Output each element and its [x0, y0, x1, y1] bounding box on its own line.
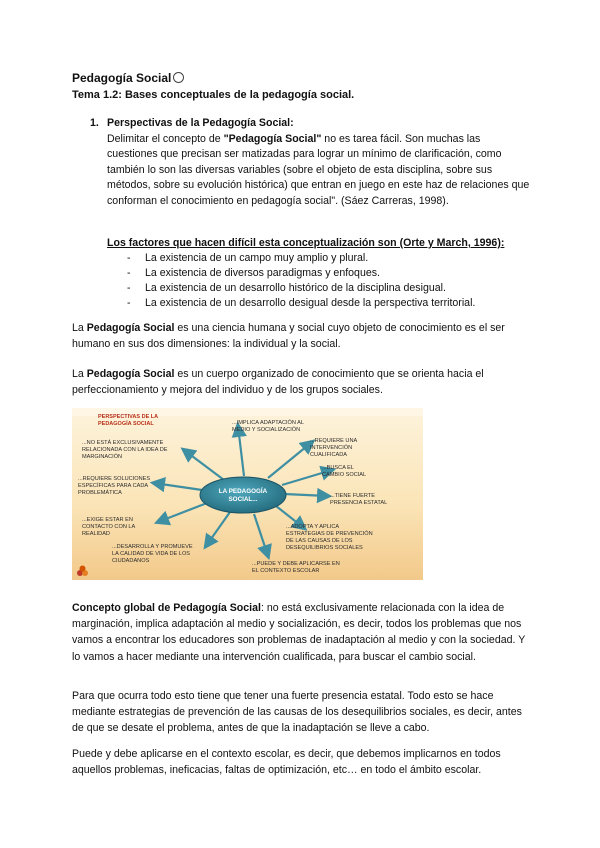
label-text: ...DESARROLLA Y PROMUEVE [112, 544, 193, 550]
label-text: DE LAS CAUSAS DE LOS [286, 538, 353, 544]
center-text-line1: LA PEDAGOGÍA [218, 488, 268, 495]
label-text: DESEQUILIBRIOS SOCIALES [286, 545, 363, 551]
label-text: ...BUSCA EL [322, 465, 355, 471]
label-text: ESTRATEGIAS DE PREVENCIÓN [286, 531, 373, 537]
perspectives-figure [72, 408, 423, 580]
para-text: es una ciencia humana y social cuyo objeto de conocimiento es el ser humano en sus dos dimensiones: la individual y la social. [72, 322, 505, 351]
list-dash: - [127, 252, 131, 264]
section-text-post: no es tarea fácil. Son muchas las cuestiones que precisan ser matizadas para lograr un mínimo de clarificación, como también lo son las diversas variables (sobre el objeto de esta disciplina, sobre sus métodos, sobre su evolución histórica) que entran en juego en este haz de relaciones que conforman el conocimiento en pedagogía social". (Sáez Carreras, 1998). [107, 132, 530, 207]
section-number: 1. [90, 117, 99, 129]
para-term: Concepto global de Pedagogía Social [72, 602, 261, 614]
label-text: ...TIENE FUERTE [330, 493, 375, 499]
section-heading: Perspectivas de la Pedagogía Social: [107, 117, 294, 129]
figure-header-line2: PEDAGOGÍA SOCIAL [98, 421, 154, 427]
comment-icon [173, 72, 184, 83]
label-text: ...EXIGE ESTAR EN [82, 517, 133, 523]
paragraph-definition-2 [72, 366, 534, 398]
label-text: PRESENCIA ESTATAL [330, 500, 388, 506]
list-dash: - [127, 297, 131, 309]
center-text-line2: SOCIAL... [228, 496, 258, 503]
para-text: La [72, 322, 87, 334]
list-item [107, 296, 547, 311]
para-text: es un cuerpo organizado de conocimiento que se orienta hacia el perfeccionamiento y mejora del individuo y de los grupos sociales. [72, 368, 484, 397]
factors-block [107, 236, 547, 311]
factors-list [107, 251, 547, 311]
list-item [107, 251, 547, 266]
section-perspectives [90, 116, 530, 209]
section-body [107, 116, 530, 209]
list-dash: - [127, 267, 131, 279]
list-item-text: La existencia de un campo muy amplio y plural. [145, 252, 369, 264]
figure-header-line1: PERSPECTIVAS DE LA [98, 414, 159, 420]
list-item [107, 281, 547, 296]
paragraph-school-context: Puede y debe aplicarse en el contexto escolar, es decir, que debemos implicarnos en todos aquellos problemas, ineficacias, faltas de optimización, etc… en todo el ámbito escolar. [72, 748, 501, 777]
para-text: La [72, 368, 87, 380]
section-paragraph [107, 132, 530, 210]
label-text: CIUDADANOS [112, 558, 150, 564]
list-item-text: La existencia de un desarrollo histórico de la disciplina desigual. [145, 282, 446, 294]
para-text: : no está exclusivamente relacionada con la idea de marginación, implica adaptación al medio y socialización, es decir, todos los problemas que nos vamos a encontrar los educadores son problemas de inadaptación al medio y con la sociedad. Y lo vamos a hacer mediante una intervención cualificada, para buscar el cambio social. [72, 602, 526, 663]
label-text: CUALIFICADA [310, 452, 347, 458]
label-text: ESPECÍFICAS PARA CADA [78, 483, 149, 489]
perspectives-diagram [72, 408, 423, 580]
list-item-text: La existencia de diversos paradigmas y enfoques. [145, 267, 380, 279]
title-text: Pedagogía Social [72, 71, 172, 85]
document-subtitle: Tema 1.2: Bases conceptuales de la pedagogía social. [72, 89, 355, 101]
paragraph-state-presence: Para que ocurra todo esto tiene que tener una fuerte presencia estatal. Todo esto se hace mediante estrategias de prevención de las causas de los desequilibrios sociales, es decir, antes de que se desate el problema, antes de que la inadaptación se lleve a cabo. [72, 690, 522, 735]
label-text: ...NO ESTÁ EXCLUSIVAMENTE [82, 440, 164, 446]
label-text: ...IMPLICA ADAPTACIÓN AL [232, 420, 305, 426]
factors-heading: Los factores que hacen difícil esta conceptualización son (Orte y March, 1996): [107, 237, 505, 249]
list-dash: - [127, 282, 131, 294]
list-item [107, 266, 547, 281]
section-text-pre: Delimitar el concepto de [107, 132, 224, 145]
para-term: Pedagogía Social [86, 368, 175, 380]
logo-dot [80, 566, 86, 572]
label-text: CAMBIO SOCIAL [322, 472, 367, 478]
label-text: REALIDAD [82, 531, 110, 537]
document-title [72, 71, 184, 85]
label-text: INTERVENCIÓN [310, 445, 353, 451]
label-text: CONTACTO CON LA [82, 524, 136, 530]
paragraph-global-concept [72, 600, 534, 665]
label-text: MEDIO Y SOCIALIZACIÓN [232, 427, 301, 433]
paragraph-definition-1 [72, 320, 534, 352]
section-term: "Pedagogía Social" [223, 132, 322, 145]
label-text: ...PUEDE Y DEBE APLICARSE EN [252, 561, 340, 567]
label-text: MARGINACIÓN [82, 454, 123, 460]
label-text: PROBLEMÁTICA [78, 490, 122, 496]
list-item-text: La existencia de un desarrollo desigual desde la perspectiva territorial. [145, 297, 476, 309]
label-text: ...ADOPTA Y APLICA [286, 524, 340, 530]
label-text: ...REQUIERE UNA [310, 438, 358, 444]
label-text: ...REQUIERE SOLUCIONES [78, 476, 151, 482]
label-text: LA CALIDAD DE VIDA DE LOS [112, 551, 191, 557]
label-text: EL CONTEXTO ESCOLAR [252, 568, 320, 574]
para-term: Pedagogía Social [86, 322, 175, 334]
center-ellipse [200, 477, 286, 513]
label-text: RELACIONADA CON LA IDEA DE [82, 447, 168, 453]
